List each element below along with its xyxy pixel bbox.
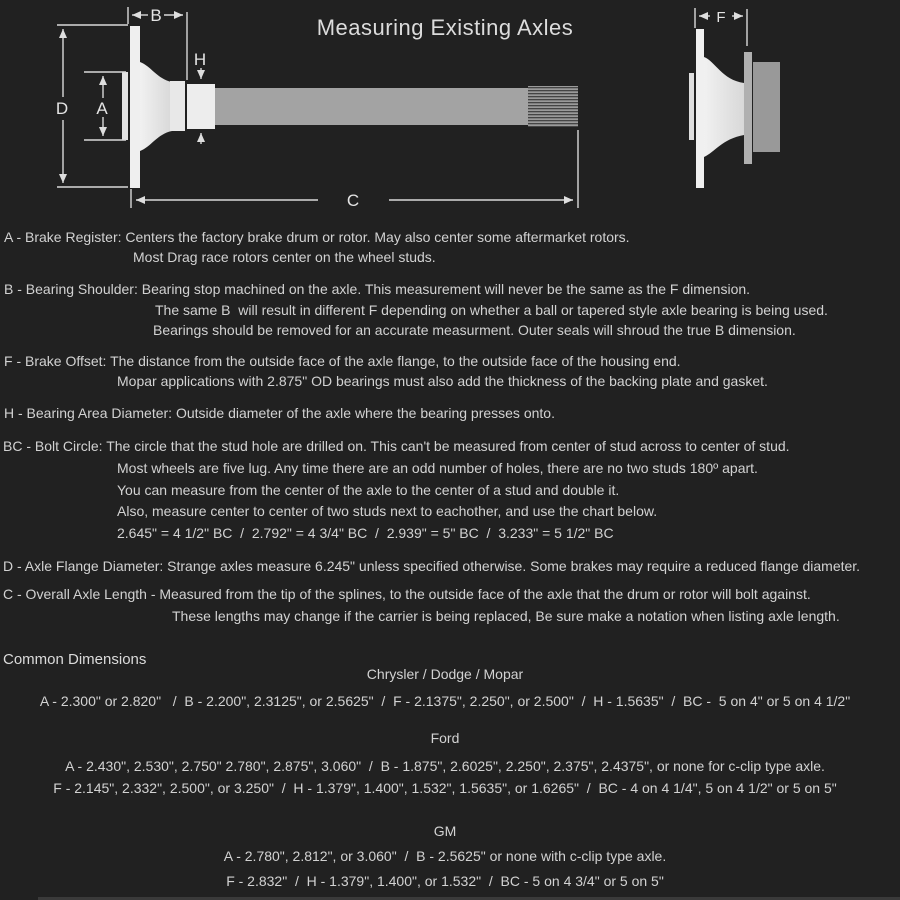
bearing-retainer-plate-shape <box>744 52 752 164</box>
definition-bc-line-5: 2.645" = 4 1/2" BC / 2.792" = 4 3/4" BC / 2.939" = 5" BC / 3.233" = 5 1/2" BC <box>117 525 614 541</box>
page-title: Measuring Existing Axles <box>316 15 574 40</box>
definition-a-line-2: Most Drag race rotors center on the wheel studs. <box>133 249 436 265</box>
group-ford-line-2: F - 2.145", 2.332", 2.500", or 3.250" / H - 1.379", 1.400", 1.532", 1.5635", or 1.6265" / BC - 4 on 4 1/4", 5 on 4 1/2" or 5 on 5" <box>53 780 837 796</box>
definition-c-line-1: C - Overall Axle Length - Measured from the tip of the splines, to the outside face of the axle that the drum or rotor will bolt against. <box>3 586 811 602</box>
definition-h-line-1: H - Bearing Area Diameter: Outside diameter of the axle where the bearing presses onto. <box>4 405 555 421</box>
definition-b-line-2: The same B will result in different F depending on whether a ball or tapered style axle bearing is being used. <box>155 302 828 318</box>
group-chrysler-line-1: A - 2.300" or 2.820" / B - 2.200", 2.3125", or 2.5625" / F - 2.1375", 2.250", or 2.500" / H - 1.5635" / BC - 5 on 4" or 5 on 4 1/2" <box>39 693 851 709</box>
dim-label-b: B <box>150 6 162 25</box>
dim-label-d: D <box>55 99 69 118</box>
definition-b-line-1: B - Bearing Shoulder: Bearing stop machined on the axle. This measurement will never be the same as the F dimension. <box>4 281 751 297</box>
dim-a <box>84 72 126 140</box>
dim-c <box>131 130 578 210</box>
definition-a-line-1: A - Brake Register: Centers the factory brake drum or rotor. May also center some aftermarket rotors. <box>4 229 630 245</box>
definition-bc-line-1: BC - Bolt Circle: The circle that the stud hole are drilled on. This can't be measured from center of stud across to center of stud. <box>3 438 790 454</box>
definition-c-line-2: These lengths may change if the carrier is being replaced, Be sure make a notation when listing axle length. <box>172 608 840 624</box>
group-ford-line-1: A - 2.430", 2.530", 2.750" 2.780", 2.875", 3.060" / B - 1.875", 2.6025", 2.250", 2.375", 2.4375", or none for c-clip type axle. <box>65 758 825 774</box>
dim-d <box>56 25 128 187</box>
flange-bell-shape-2 <box>704 57 744 157</box>
group-gm-line-1: A - 2.780", 2.812", or 3.060" / B - 2.5625" or none with c-clip type axle. <box>223 848 667 864</box>
end-view-axle <box>689 29 780 188</box>
axle-flange-shape <box>130 26 140 188</box>
bearing-seat-step-shape <box>170 81 185 131</box>
brake-register-shape <box>122 72 128 140</box>
dim-label-h: H <box>193 50 207 69</box>
bearing-area-shape <box>187 84 215 129</box>
dim-label-c: C <box>346 191 360 210</box>
flange-bell-shape <box>140 62 172 151</box>
group-chrysler-name: Chrysler / Dodge / Mopar <box>366 666 524 682</box>
common-dimensions-heading: Common Dimensions <box>3 651 147 668</box>
group-gm-name: GM <box>433 823 457 839</box>
brake-register-shape-2 <box>689 73 694 140</box>
dim-label-f: F <box>716 9 726 26</box>
axle-diagram <box>0 0 900 216</box>
dim-label-a: A <box>96 99 108 118</box>
definition-bc-line-4: Also, measure center to center of two studs next to eachother, and use the chart below. <box>117 503 658 519</box>
axle-shaft-shape <box>215 88 528 125</box>
spline-shape <box>528 86 578 127</box>
group-gm-line-2: F - 2.832" / H - 1.379", 1.400", or 1.532" / BC - 5 on 4 3/4" or 5 on 5" <box>226 873 664 889</box>
housing-end-shape <box>753 62 780 152</box>
definition-b-line-3: Bearings should be removed for an accurate measurment. Outer seals will shroud the true B dimension. <box>153 322 796 338</box>
definition-d-line-1: D - Axle Flange Diameter: Strange axles measure 6.245" unless specified otherwise. Some brakes may require a reduced flange diameter. <box>3 558 861 574</box>
group-ford-name: Ford <box>430 730 460 746</box>
definition-f-line-2: Mopar applications with 2.875" OD bearings must also add the thickness of the backing plate and gasket. <box>117 373 768 389</box>
definition-bc-line-2: Most wheels are five lug. Any time there are an odd number of holes, there are no two studs 180º apart. <box>117 460 758 476</box>
definition-bc-line-3: You can measure from the center of the axle to the center of a stud and double it. <box>117 482 620 498</box>
definition-f-line-1: F - Brake Offset: The distance from the outside face of the axle flange, to the outside face of the housing end. <box>4 353 681 369</box>
axle-flange-shape-2 <box>696 29 704 188</box>
side-view-axle <box>122 26 578 188</box>
